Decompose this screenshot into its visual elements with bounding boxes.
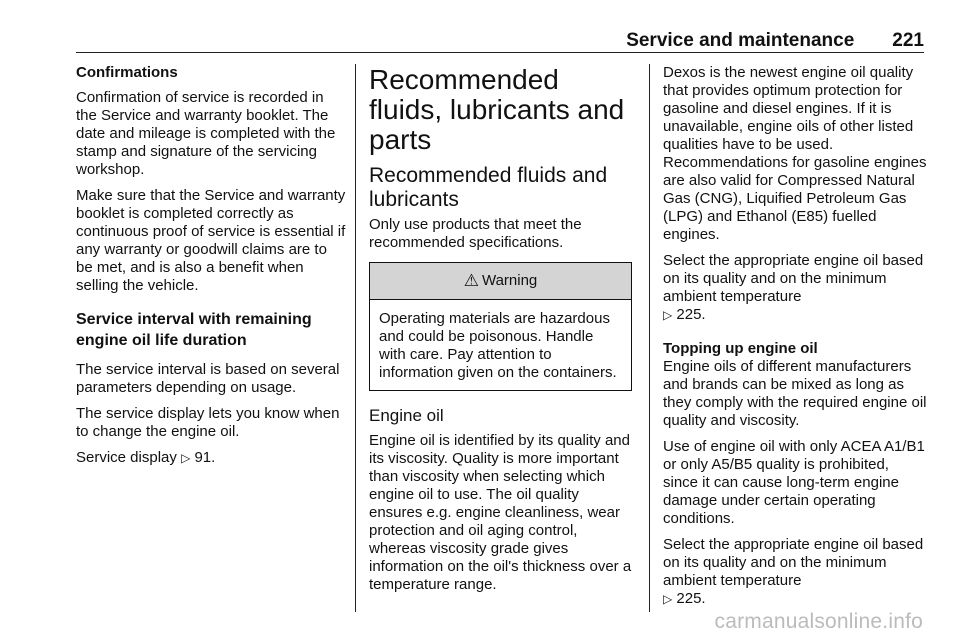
section-title: Service and maintenance xyxy=(626,30,855,51)
page-reference-link[interactable]: 225. xyxy=(676,306,706,323)
service-interval-heading: Service interval with remaining engine oil life duration xyxy=(76,311,312,349)
engine-oil-heading: Engine oil xyxy=(369,406,444,425)
page-header xyxy=(76,30,924,54)
topping-up-heading: Topping up engine oil xyxy=(663,340,818,357)
column-2 xyxy=(369,64,635,602)
warning-header xyxy=(370,263,631,300)
warning-triangle-icon: ⚠ xyxy=(463,271,479,290)
paragraph: The service interval is based on several parameters depending on usage. xyxy=(76,361,340,396)
warning-box xyxy=(369,262,632,391)
paragraph xyxy=(76,449,346,467)
paragraph: The service display lets you know when to change the engine oil. xyxy=(76,405,340,440)
paragraph: Only use products that meet the recommended specifications. xyxy=(369,216,582,251)
paragraph: Use of engine oil with only ACEA A1/B1 or only A5/B5 quality is prohibited, since it can cause long-term engine damage under certain operating conditions. xyxy=(663,438,925,527)
page-reference-link[interactable]: 91. xyxy=(194,449,216,466)
temperature-text: Select the appropriate engine oil based on its quality and on the minimum ambient temperature xyxy=(663,252,924,305)
page-reference-icon: ▷ xyxy=(181,451,191,465)
page-reference-icon: ▷ xyxy=(663,592,673,606)
paragraph: Dexos is the newest engine oil quality that provides optimum protection for gasoline and diesel engines. If it is unavailable, engine oils of other listed qualities have to be used. Recommendations for gasoline engines are also valid for Compressed Natural Gas (CNG), Liquified Petroleum Gas (LPG) and Ethanol (E85) fuelled engines. xyxy=(663,64,927,243)
main-heading: Recommended fluids, lubricants and parts xyxy=(369,64,625,155)
service-display-text: Service display xyxy=(76,449,177,466)
warning-title: Warning xyxy=(481,272,538,289)
column-1 xyxy=(76,64,346,475)
page-number: 221 xyxy=(892,30,924,51)
column-3 xyxy=(663,64,928,616)
column-divider-2 xyxy=(649,64,650,612)
sub-heading: Recommended fluids and lubricants xyxy=(369,164,608,211)
paragraph: Make sure that the Service and warranty booklet is completed correctly as continuous proof of service is essential if any warranty or goodwill claims are to be met, and is also a benefit when selling the vehicle. xyxy=(76,187,346,294)
watermark: carmanualsonline.info xyxy=(714,610,923,633)
warning-text: Operating materials are hazardous and could be poisonous. Handle with care. Pay attention to information given on the containers. xyxy=(379,310,617,381)
page-reference-icon: ▷ xyxy=(663,308,673,322)
temperature-text: Select the appropriate engine oil based on its quality and on the minimum ambient temperature xyxy=(663,536,924,589)
column-divider-1 xyxy=(355,64,356,612)
paragraph: Confirmation of service is recorded in the Service and warranty booklet. The date and mileage is completed with the stamp and signature of the servicing workshop. xyxy=(76,89,336,178)
page-reference-link[interactable]: 225. xyxy=(676,590,706,607)
confirmations-heading: Confirmations xyxy=(76,64,178,81)
paragraph: Engine oils of different manufacturers and brands can be mixed as long as they comply with the required engine oil quality and viscosity. xyxy=(663,358,927,429)
paragraph: Engine oil is identified by its quality and its viscosity. Quality is more important than viscosity when selecting which engine oil to use. The oil quality ensures e.g. engine cleanliness, wear protection and oil aging control, whereas viscosity grade gives information on the oil's thickness over a temperature range. xyxy=(369,432,632,593)
paragraph xyxy=(663,536,928,608)
header-rule xyxy=(76,52,924,53)
paragraph xyxy=(663,252,928,324)
